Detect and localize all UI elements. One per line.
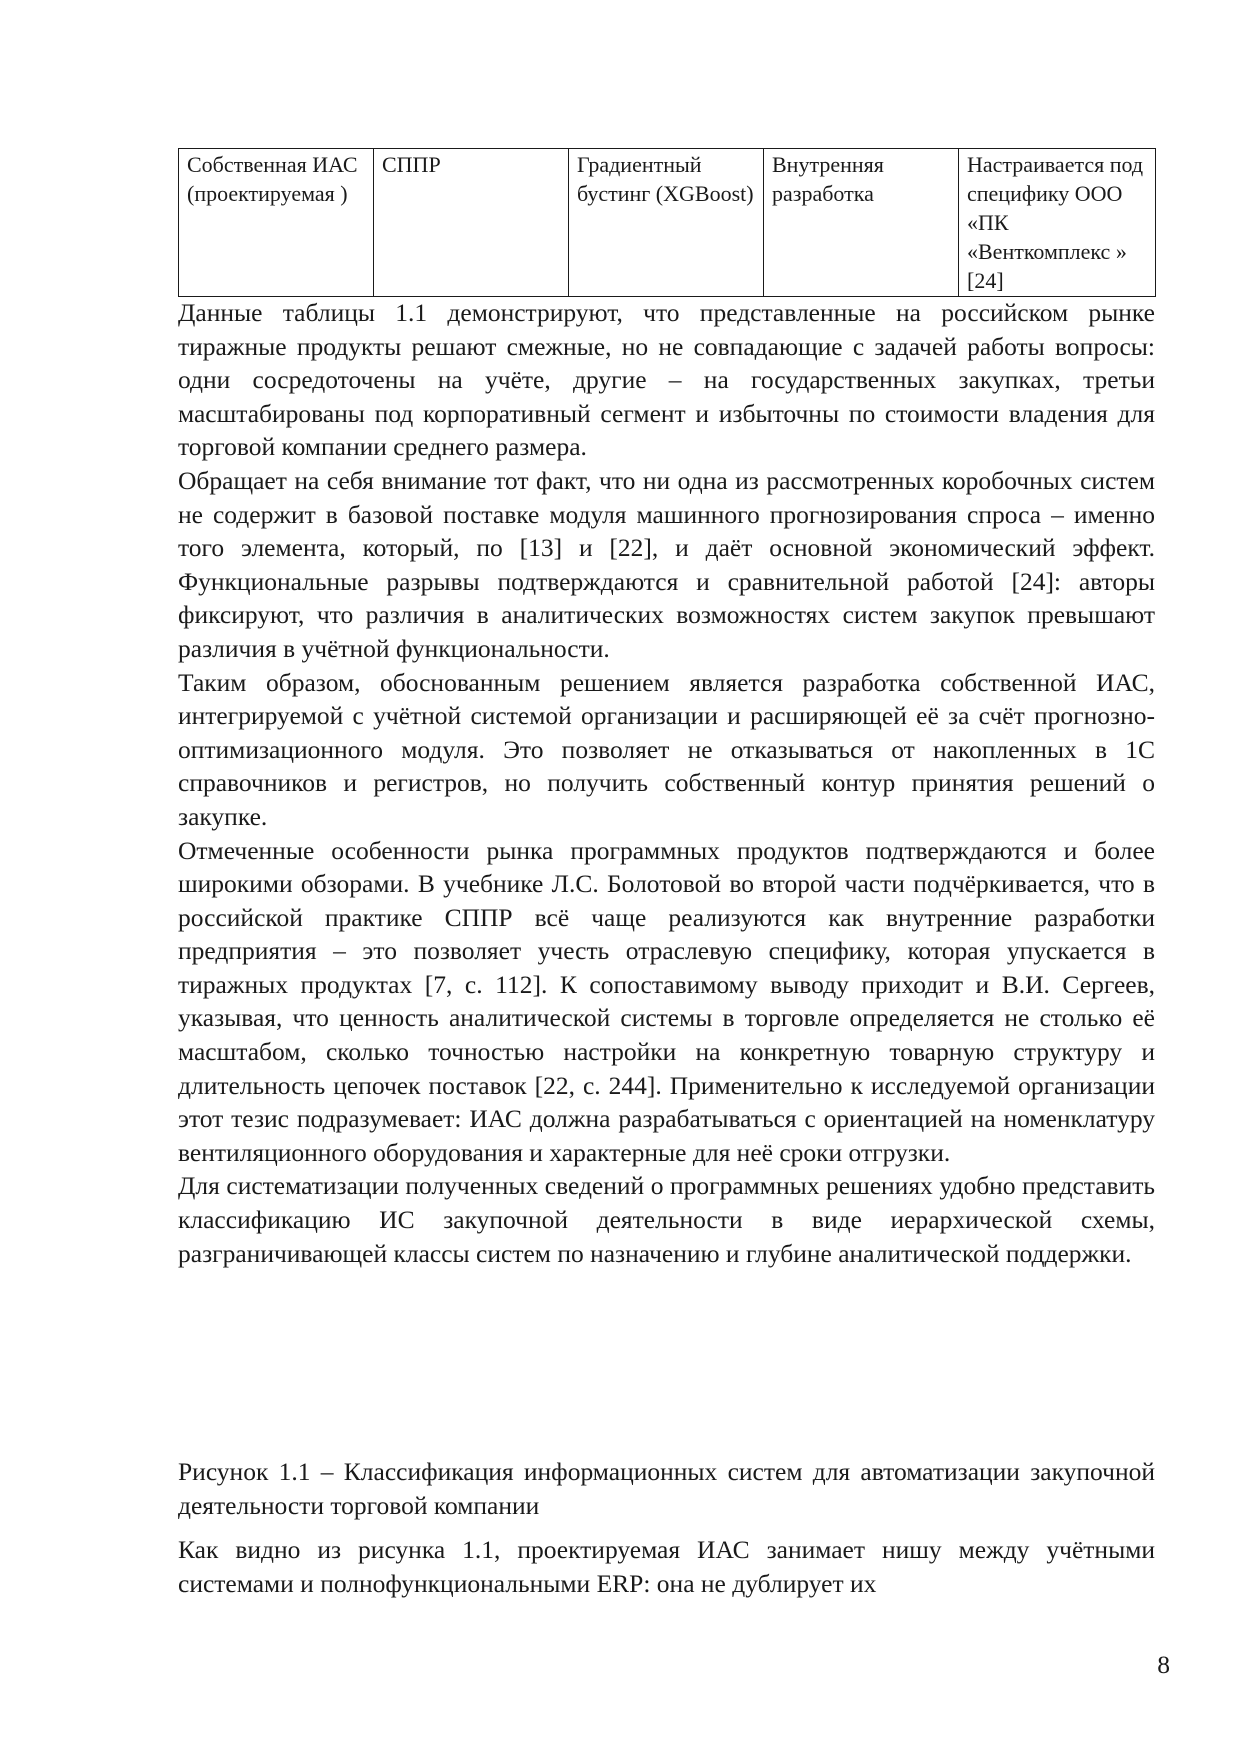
table-cell-origin: Внутренняя разработка <box>764 149 959 297</box>
table-row <box>179 149 1156 297</box>
systems-table <box>178 148 1156 297</box>
paragraph: Отмеченные особенности рынка программных продуктов подтверждаются и более широкими обзорами. В учебнике Л.С. Болотовой во второй части подчёркивается, что в российской практике СППР всё чаще реализуются как внутренние разработки предприятия – это позволяет учесть отраслевую специфику, которая упускается в тиражных продуктах [7, с. 112]. К сопоставимому выводу приходит и В.И. Сергеев, указывая, что ценность аналитической системы в торговле определяется не столько её масштабом, сколько точностью настройки на конкретную товарную структуру и длительность цепочек поставок [22, с. 244]. Применительно к исследуемой организации этот тезис подразумевает: ИАС должна разрабатываться с ориентацией на номенклатуру вентиляционного оборудования и характерные для неё сроки отгрузки. <box>178 835 1155 1167</box>
paragraph: Как видно из рисунка 1.1, проектируемая ИАС занимает нишу между учётными системами и полнофункциональными ERP: она не дублирует их <box>178 1535 1155 1598</box>
table-cell-system: Собственная ИАС (проектируемая ) <box>179 149 374 297</box>
page-number: 8 <box>1157 1650 1170 1679</box>
paragraph: Данные таблицы 1.1 демонстрируют, что представленные на российском рынке тиражные продукты решают смежные, но не совпадающие с задачей работы вопросы: одни сосредоточены на учёте, другие – на государственных закупках, третьи масштабированы под корпоративный сегмент и избыточны по стоимости владения для торговой компании среднего размера. <box>178 298 1155 462</box>
paragraph: Для систематизации полученных сведений о программных решениях удобно представить классификацию ИС закупочной деятельности в виде иерархической схемы, разграничивающей классы систем по назначению и глубине аналитической поддержки. <box>178 1171 1155 1268</box>
paragraph: Обращает на себя внимание тот факт, что ни одна из рассмотренных коробочных систем не содержит в базовой поставке модуля машинного прогнозирования спроса – именно того элемента, который, по [13] и [22], и даёт основной экономический эффект. Функциональные разрывы подтверждаются и сравнительной работой [24]: авторы фиксируют, что различия в аналитических возможностях систем закупок превышают различия в учётной функциональности. <box>178 465 1155 663</box>
table-continuation <box>178 148 1155 297</box>
table-cell-method: Градиентный бустинг (XGBoost) <box>569 149 764 297</box>
caption-text: Рисунок 1.1 – Классификация информационных систем для автоматизации закупочной деятельности торговой компании <box>178 1457 1155 1520</box>
body-text <box>178 296 1155 1270</box>
closing-text <box>178 1533 1155 1600</box>
table-cell-class: СППР <box>374 149 569 297</box>
figure-caption <box>178 1455 1155 1522</box>
table-cell-note: Настраивается под специфику ООО «ПК «Венткомплекс » [24] <box>959 149 1156 297</box>
paragraph: Таким образом, обоснованным решением является разработка собственной ИАС, интегрируемой с учётной системой организации и расширяющей её за счёт прогнозно-оптимизационного модуля. Это позволяет не отказываться от накопленных в 1С справочников и регистров, но получить собственный контур принятия решений о закупке. <box>178 667 1155 831</box>
